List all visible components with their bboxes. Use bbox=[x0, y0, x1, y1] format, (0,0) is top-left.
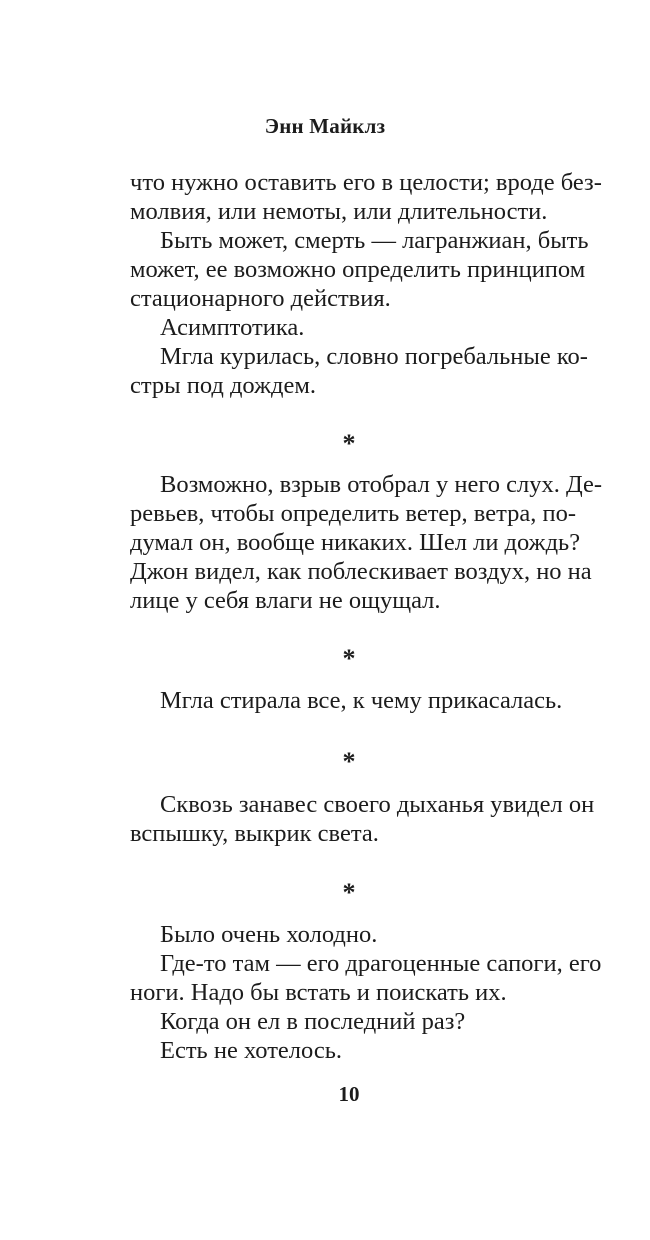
text-line: вспышку, выкрик света. bbox=[130, 820, 379, 847]
text-line: Сквозь занавес своего дыханья увидел он bbox=[160, 791, 595, 818]
text-line: Где-то там — его драгоценные сапоги, его bbox=[160, 950, 602, 977]
text-line: ноги. Надо бы встать и поискать их. bbox=[130, 979, 507, 1006]
text-line: Мгла стирала все, к чему прикасалась. bbox=[160, 687, 563, 714]
text-line: Когда он ел в последний раз? bbox=[160, 1008, 466, 1035]
section-separator: * bbox=[342, 878, 356, 907]
section-separator: * bbox=[342, 429, 356, 458]
text-line: Быть может, смерть — лагранжиан, быть bbox=[160, 227, 589, 254]
text-line: Джон видел, как поблескивает воздух, но на bbox=[130, 558, 592, 585]
section-separator: * bbox=[342, 747, 356, 776]
section-separator: * bbox=[342, 644, 356, 673]
page-number: 10 bbox=[338, 1082, 360, 1106]
text-line: Возможно, взрыв отобрал у него слух. Де- bbox=[160, 471, 603, 498]
text-line: что нужно оставить его в целости; вроде без- bbox=[130, 169, 602, 196]
text-line: ревьев, чтобы определить ветер, ветра, по- bbox=[130, 500, 576, 527]
text-line: думал он, вообще никаких. Шел ли дождь? bbox=[130, 529, 581, 556]
text-line: стры под дождем. bbox=[130, 372, 316, 399]
text-line: Есть не хотелось. bbox=[160, 1037, 343, 1064]
body-text bbox=[130, 0, 603, 1240]
text-line: молвия, или немоты, или длительности. bbox=[130, 198, 548, 225]
text-line: Асимптотика. bbox=[160, 314, 305, 341]
running-head: Энн Майклз bbox=[264, 114, 386, 138]
text-line: лице у себя влаги не ощущал. bbox=[130, 587, 441, 614]
text-line: Мгла курилась, словно погребальные ко- bbox=[160, 343, 588, 370]
text-line: стационарного действия. bbox=[130, 285, 391, 312]
text-line: Было очень холодно. bbox=[160, 921, 378, 948]
text-line: может, ее возможно определить принципом bbox=[130, 256, 586, 283]
